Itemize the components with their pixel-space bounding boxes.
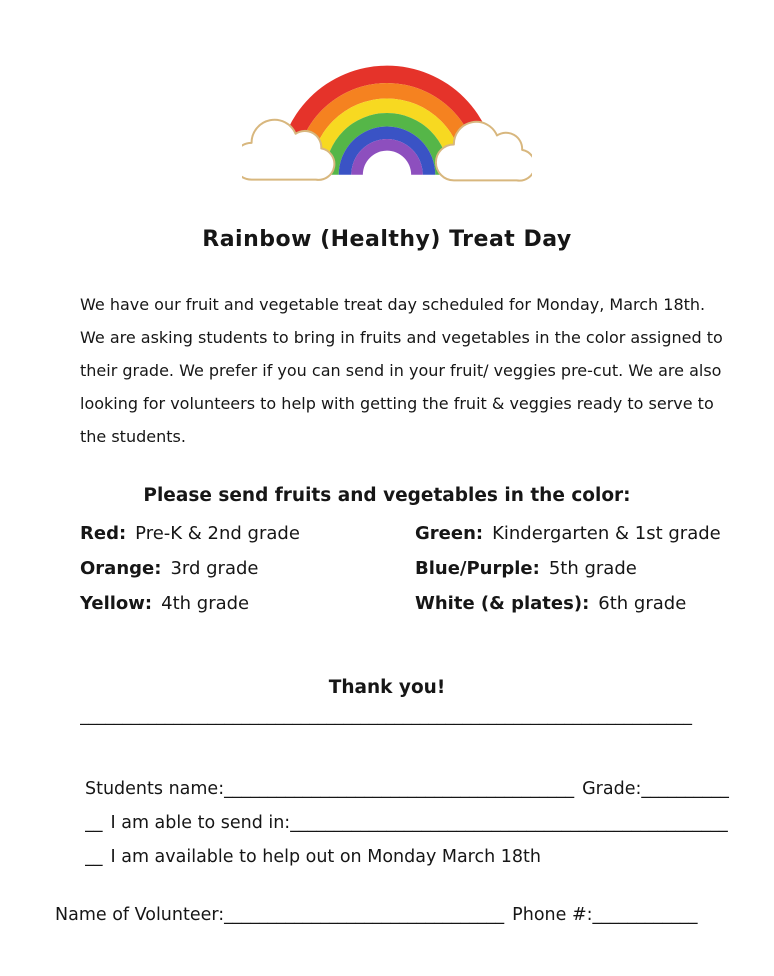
volunteer-line [55, 898, 755, 932]
color-label: Green: [415, 523, 484, 544]
rainbow-icon [242, 28, 532, 197]
thank-you-heading: Thank you! [328, 677, 446, 698]
students-name-blank: ________________________________________ [224, 779, 575, 799]
send-in-line [85, 806, 745, 840]
phone-blank: ____________ [592, 905, 698, 925]
assignment-white [415, 586, 774, 621]
available-checkbox-blank: __ [85, 847, 103, 867]
assignment-green [415, 516, 774, 551]
volunteer-name-blank: ________________________________ [224, 905, 505, 925]
rainbow-graphic [242, 28, 532, 197]
color-assignment-list [80, 516, 774, 621]
assignment-orange [80, 551, 415, 586]
send-in-checkbox-blank: __ [85, 813, 103, 833]
grade-value: 6th grade [598, 593, 687, 614]
send-in-blank: __________________________________________________ [290, 813, 728, 833]
available-label: I am available to help out on Monday March 18th [110, 847, 541, 867]
grade-value: 5th grade [548, 558, 637, 579]
color-label: Blue/Purple: [415, 558, 540, 579]
available-line [85, 840, 745, 874]
students-name-line [85, 772, 745, 806]
intro-paragraph: We have our fruit and vegetable treat day scheduled for Monday, March 18th. We are asking students to bring in fruits and vegetables in the color assigned to their grade. We prefer if you can send in your fruit/ veggies pre-cut. We are also looking for volunteers to help with getting the fruit & veggies ready to serve to the students. [80, 295, 723, 446]
assignment-red [80, 516, 415, 551]
phone-label: Phone #: [512, 905, 593, 925]
assignment-yellow [80, 586, 415, 621]
grade-value: Kindergarten & 1st grade [492, 523, 721, 544]
grade-value: 4th grade [161, 593, 250, 614]
grade-value: Pre-K & 2nd grade [135, 523, 300, 544]
grade-label: Grade: [582, 779, 642, 799]
grade-value: 3rd grade [170, 558, 259, 579]
color-label: Orange: [80, 558, 162, 579]
assignment-blue-purple [415, 551, 774, 586]
tear-off-line: ________________________________________________________________________ [80, 706, 692, 726]
students-name-label: Students name: [85, 779, 225, 799]
color-label: Red: [80, 523, 127, 544]
page-title: Rainbow (Healthy) Treat Day [202, 227, 572, 252]
color-list-heading: Please send fruits and vegetables in the color: [143, 485, 631, 506]
color-label: White (& plates): [415, 593, 590, 614]
grade-blank: __________ [641, 779, 729, 799]
response-form [55, 772, 774, 932]
send-in-label: I am able to send in: [110, 813, 291, 833]
volunteer-name-label: Name of Volunteer: [55, 905, 225, 925]
color-label: Yellow: [80, 593, 153, 614]
